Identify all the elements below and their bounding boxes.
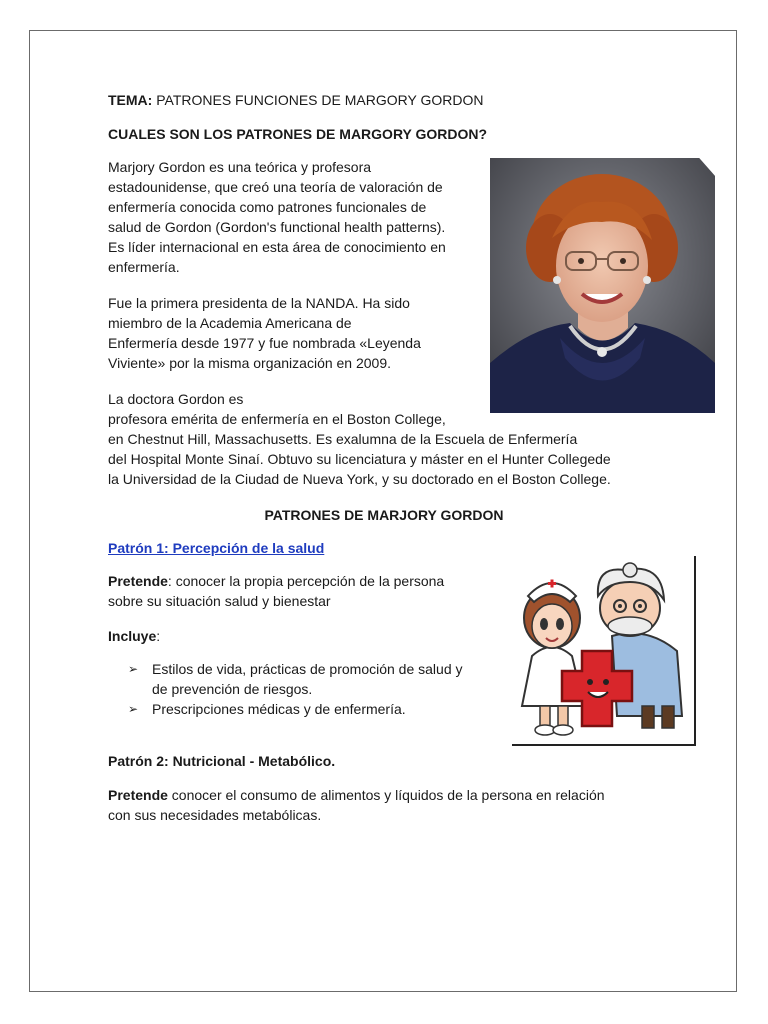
text-line: profesora emérita de enfermería en el Boston College, [108,411,446,427]
text-line: enfermería conocida como patrones funcionales de [108,199,427,215]
text-line: del Hospital Monte Sinaí. Obtuvo su licenciatura y máster en el Hunter Collegede [108,451,611,467]
text-line: con sus necesidades metabólicas. [108,807,322,823]
text-line: Es líder internacional en esta área de conocimiento en [108,239,446,255]
patron2-pretende [108,785,668,825]
patron1-pretende [108,571,488,611]
portrait-photo [490,158,715,413]
pretende-text: : conocer la propia percepción de la persona [167,573,445,589]
text-line: Fue la primera presidenta de la NANDA. Ha sido [108,295,410,311]
text-line: de prevención de riesgos. [152,681,313,697]
question-heading: CUALES SON LOS PATRONES DE MARGORY GORDON? [108,126,488,142]
text-line: enfermería. [108,259,180,275]
arrow-bullet-icon: ➢ [128,662,139,676]
nurse-doctor-illustration-svg [512,556,694,744]
nurse-doctor-illustration [512,556,696,746]
text-line: Estilos de vida, prácticas de promoción de salud y [152,661,463,677]
tema-line [108,90,483,110]
incluye-colon: : [156,628,161,644]
list-item [128,699,498,719]
nanda-paragraph [108,293,488,373]
text-line: en Chestnut Hill, Massachusetts. Es exalumna de la Escuela de Enfermería [108,431,578,447]
text-line [108,785,668,805]
list-item [128,659,498,699]
patron1-link[interactable]: Patrón 1: Percepción de la salud [108,540,325,556]
text-line: Prescripciones médicas y de enfermería. [152,701,406,717]
text-line: la Universidad de la Ciudad de Nueva York, y su doctorado en el Boston College. [108,471,611,487]
tema-label: TEMA: [108,92,153,108]
tema-value: PATRONES FUNCIONES DE MARGORY GORDON [152,92,484,108]
incluye-label: Incluye [108,628,157,644]
text-line [108,571,488,591]
incluye-list [128,659,498,719]
patrones-heading: PATRONES DE MARJORY GORDON [264,507,504,523]
pretende-label: Pretende [108,787,168,803]
patron2-title: Patrón 2: Nutricional - Metabólico. [108,753,336,769]
text-line: Enfermería desde 1977 y fue nombrada «Leyenda [108,335,421,351]
arrow-bullet-icon: ➢ [128,702,139,716]
incluye-label-line [108,626,160,646]
text-line: Viviente» por la misma organización en 2009. [108,355,392,371]
text-line: sobre su situación salud y bienestar [108,593,331,609]
text-line: estadounidense, que creó una teoría de valoración de [108,179,443,195]
pretende-text: conocer el consumo de alimentos y líquidos de la persona en relación [167,787,605,803]
text-line: Marjory Gordon es una teórica y profesora [108,159,372,175]
portrait-photo-svg [490,158,715,413]
intro-paragraph [108,157,488,277]
text-line: La doctora Gordon es [108,391,244,407]
text-line: salud de Gordon (Gordon's functional health patterns). [108,219,446,235]
pretende-label: Pretende [108,573,168,589]
text-line: miembro de la Academia Americana de [108,315,352,331]
